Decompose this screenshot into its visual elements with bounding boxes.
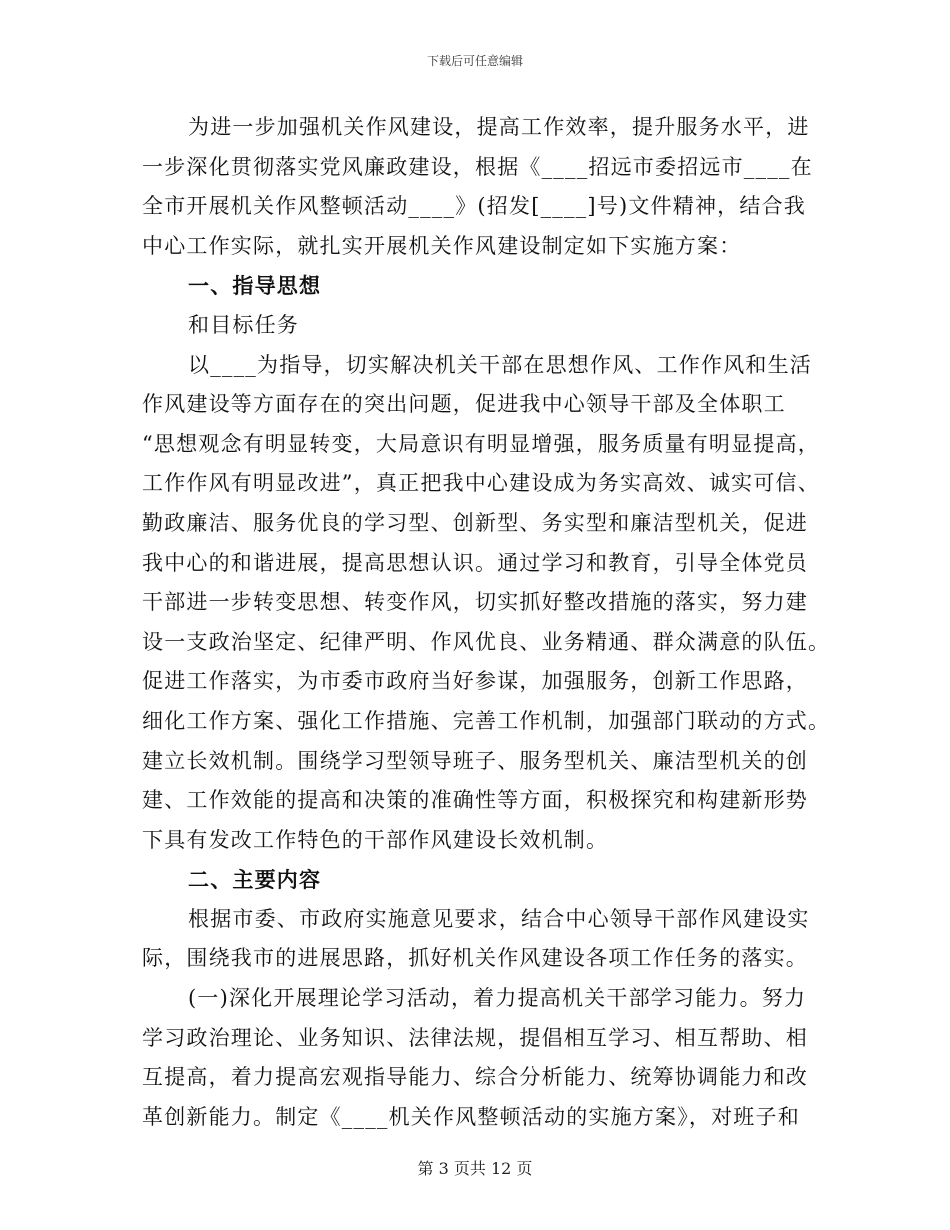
paragraph-line: 中心工作实际，就扎实开展机关作风建设制定如下实施方案： — [142, 233, 742, 258]
paragraph-line: 建立长效机制。围绕学习型领导班子、服务型机关、廉洁型机关的创 — [142, 748, 808, 773]
paragraph-line: 设一支政治坚定、纪律严明、作风优良、业务精通、群众满意的队伍。 — [142, 629, 831, 654]
paragraph-line: 全市开展机关作风整顿活动____》(招发[____]号)文件精神，结合我 — [142, 194, 806, 219]
page-number: 第 3 页共 12 页 — [417, 1159, 533, 1178]
document-body — [142, 108, 831, 1137]
paragraph-line: 一步深化贯彻落实党风廉政建设，根据《____招远市委招远市____在 — [142, 154, 813, 179]
paragraph-line: 勤政廉洁、服务优良的学习型、创新型、务实型和廉洁型机关，促进 — [142, 510, 808, 535]
paragraph-line: 建、工作效能的提高和决策的准确性等方面，积极探究和构建新形势 — [142, 788, 808, 813]
section-heading: 一、指导思想 — [188, 273, 322, 299]
paragraph-line: 细化工作方案、强化工作措施、完善工作机制，加强部门联动的方式。 — [142, 708, 831, 733]
section-heading: 二、主要内容 — [188, 867, 322, 893]
paragraph-line: “思想观念有明显转变，大局意识有明显增强，服务质量有明显提高， — [142, 431, 820, 456]
paragraph-line: 以____为指导，切实解决机关干部在思想作风、工作作风和生活 — [188, 352, 812, 377]
paragraph-line: 学习政治理论、业务知识、法律法规，提倡相互学习、相互帮助、相 — [142, 1025, 808, 1050]
paragraph-line: 革创新能力。制定《____机关作风整顿活动的实施方案》，对班子和 — [142, 1104, 800, 1129]
paragraph-line: 互提高，着力提高宏观指导能力、综合分析能力、统筹协调能力和改 — [142, 1065, 808, 1090]
paragraph-line: 我中心的和谐进展，提高思想认识。通过学习和教育，引导全体党员 — [142, 550, 808, 575]
paragraph-line: 际，围绕我市的进展思路，抓好机关作风建设各项工作任务的落实。 — [142, 946, 808, 971]
paragraph-line: 干部进一步转变思想、转变作风，切实抓好整改措施的落实，努力建 — [142, 590, 808, 615]
paragraph-line: 为进一步加强机关作风建设，提高工作效率，提升服务水平，进 — [188, 115, 810, 139]
paragraph-line: 作风建设等方面存在的突出问题，促进我中心领导干部及全体职工 — [142, 392, 786, 417]
paragraph-line: 和目标任务 — [188, 312, 299, 337]
paragraph-line: 根据市委、市政府实施意见要求，结合中心领导干部作风建设实 — [188, 906, 810, 931]
paragraph-line: 下具有发改工作特色的干部作风建设长效机制。 — [142, 827, 609, 852]
paragraph-line: 工作作风有明显改进”，真正把我中心建设成为务实高效、诚实可信、 — [142, 471, 820, 496]
paragraph-line: 促进工作落实，为市委市政府当好参谋，加强服务，创新工作思路， — [142, 669, 808, 694]
paragraph-line: (一)深化开展理论学习活动，着力提高机关干部学习能力。努力 — [188, 986, 807, 1011]
page-header-note: 下载后可任意编辑 — [426, 54, 523, 68]
